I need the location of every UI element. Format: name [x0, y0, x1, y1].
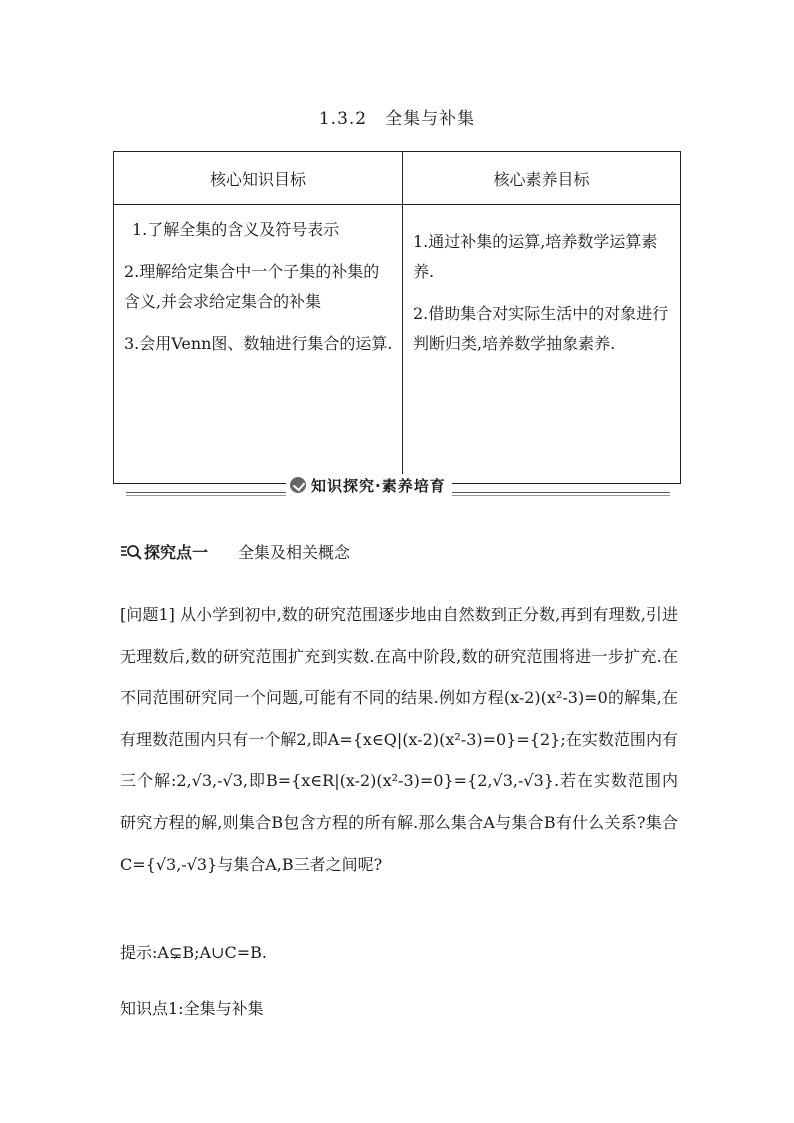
question-text: [问题1] 从小学到初中,数的研究范围逐步地由自然数到正分数,再到有理数,引进无理数后,数的研究范围扩充到实数.在高中阶段,数的研究范围将进一步扩充.在不同范围研究同一个问题,可能有不同的结果.例如方程(x-2)(x²-3)=0的解集,在有理数范围内只有一个解2,即A={x∈Q|(x-2)(x²-3)=0}={2};在实数范围内有三个解:2,√3,-√3,即B={x∈R|(x-2)(x²-3)=0}={2,√3,-√3}.若在实数范围内研究方程的解,则集合B包含方程的所有解.那么集合A与集合B有什么关系?集合C={√3,-√3}与集合A,B三者之间呢? — [120, 605, 678, 874]
page-title: 1.3.2 全集与补集 — [318, 109, 476, 129]
header-literacy-goals: 核心素养目标 — [403, 152, 681, 205]
knowledge-goal-2: 2.理解给定集合中一个子集的补集的含义,并会求给定集合的补集 — [124, 262, 380, 311]
banner-label — [286, 474, 452, 496]
explore-topic: 全集及相关概念 — [238, 543, 351, 562]
goals-table-row — [114, 205, 681, 484]
literacy-goal-2: 2.借助集合对实际生活中的对象进行判断归类,培养数学抽象素养. — [413, 304, 669, 353]
explore-tag — [120, 540, 208, 563]
explore-heading — [120, 540, 350, 563]
check-badge-icon — [290, 477, 306, 493]
magnifier-icon — [120, 544, 142, 560]
knowledge-point-heading: 知识点1:全集与补集 — [120, 999, 264, 1018]
hint-text: 提示:A⊊B;A∪C=B. — [120, 943, 267, 962]
question-paragraph — [120, 594, 678, 885]
header-knowledge-goals: 核心知识目标 — [114, 152, 403, 205]
goals-table-header — [114, 152, 681, 205]
literacy-goal-1: 1.通过补集的运算,培养数学运算素养. — [413, 232, 658, 281]
section-banner — [126, 474, 670, 498]
literacy-goals-cell — [403, 205, 681, 484]
knowledge-goal-3: 3.会用Venn图、数轴进行集合的运算. — [124, 334, 393, 353]
explore-tag-label: 探究点一 — [144, 543, 209, 562]
knowledge-goal-1: 1.了解全集的含义及符号表示 — [132, 220, 340, 239]
goals-table — [113, 151, 681, 484]
knowledge-goals-cell — [114, 205, 403, 484]
banner-text: 知识探究·素养培育 — [311, 476, 446, 495]
